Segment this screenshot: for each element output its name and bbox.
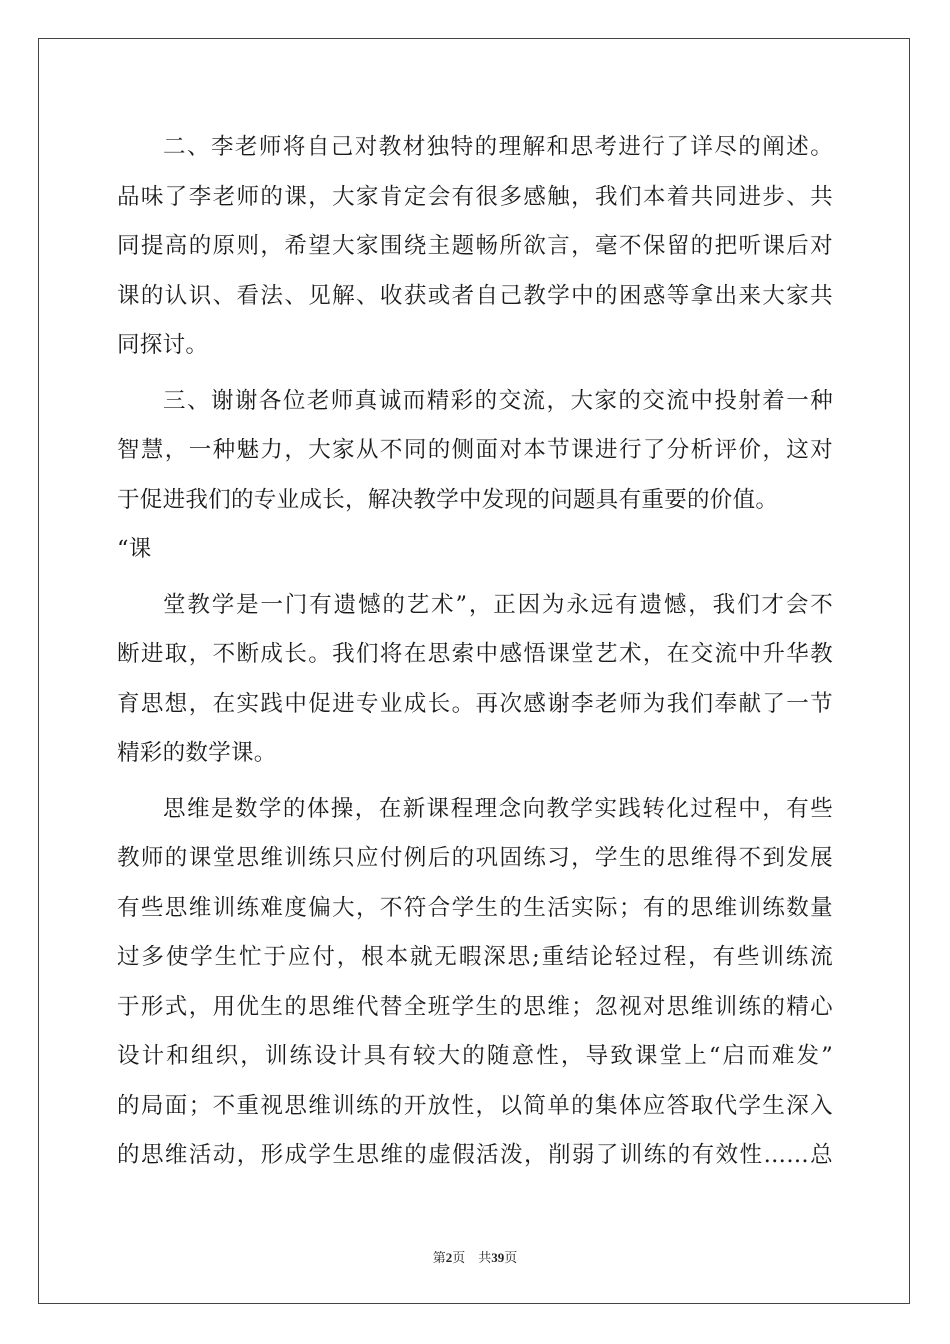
text-line: 的思维活动，形成学生思维的虚假活泼，削弱了训练的有效性……总 — [117, 1142, 833, 1168]
footer-mid: 页 共 — [452, 1250, 492, 1265]
paragraph — [117, 785, 833, 1181]
text-line: “课 — [117, 536, 152, 562]
text-line: 的局面；不重视思维训练的开放性，以简单的集体应答取代学生深入 — [117, 1092, 833, 1119]
text-line: 育思想，在实践中促进专业成长。再次感谢李老师为我们奉献了一节 — [117, 690, 833, 717]
text-line: 同提高的原则，希望大家围绕主题畅所欲言，毫不保留的把听课后对 — [117, 233, 833, 259]
footer-suffix: 页 — [504, 1250, 518, 1265]
text-line: 于促进我们的专业成长，解决教学中发现的问题具有重要的价值。 — [117, 486, 779, 513]
text-line: 设计和组织，训练设计具有较大的随意性，导致课堂上“启而难发” — [117, 1043, 833, 1069]
text-line: 过多使学生忙于应付，根本就无暇深思;重结论轻过程，有些训练流 — [117, 944, 833, 970]
text-line: 精彩的数学课。 — [117, 740, 277, 766]
text-line: 同探讨。 — [117, 332, 209, 358]
page-footer — [0, 1247, 950, 1266]
paragraph — [117, 123, 833, 371]
text-line: 教师的课堂思维训练只应付例后的巩固练习，学生的思维得不到发展 — [117, 845, 833, 871]
text-line: 课的认识、看法、见解、收获或者自己教学中的困惑等拿出来大家共 — [117, 282, 833, 309]
footer-prefix: 第 — [432, 1250, 446, 1265]
text-line: 品味了李老师的课，大家肯定会有很多感触，我们本着共同进步、共 — [117, 183, 833, 210]
total-page-count: 39 — [491, 1250, 505, 1265]
current-page-number: 2 — [445, 1250, 453, 1265]
text-line: 智慧，一种魅力，大家从不同的侧面对本节课进行了分析评价，这对 — [117, 437, 833, 463]
text-line: 思维是数学的体操，在新课程理念向教学实践转化过程中，有些 — [163, 795, 833, 822]
text-line: 堂教学是一门有遗憾的艺术”，正因为永远有遗憾，我们才会不 — [163, 591, 833, 618]
text-line: 有些思维训练难度偏大，不符合学生的生活实际；有的思维训练数量 — [117, 894, 833, 921]
text-line: 三、谢谢各位老师真诚而精彩的交流，大家的交流中投射着一种 — [163, 387, 833, 414]
text-line: 于形式，用优生的思维代替全班学生的思维；忽视对思维训练的精心 — [117, 993, 833, 1020]
text-line: 二、李老师将自己对教材独特的理解和思考进行了详尽的阐述。 — [163, 134, 833, 160]
paragraph — [117, 581, 833, 779]
paragraph — [117, 377, 833, 575]
text-line: 断进取，不断成长。我们将在思索中感悟课堂艺术，在交流中升华教 — [117, 641, 833, 667]
document-body — [117, 123, 833, 1181]
